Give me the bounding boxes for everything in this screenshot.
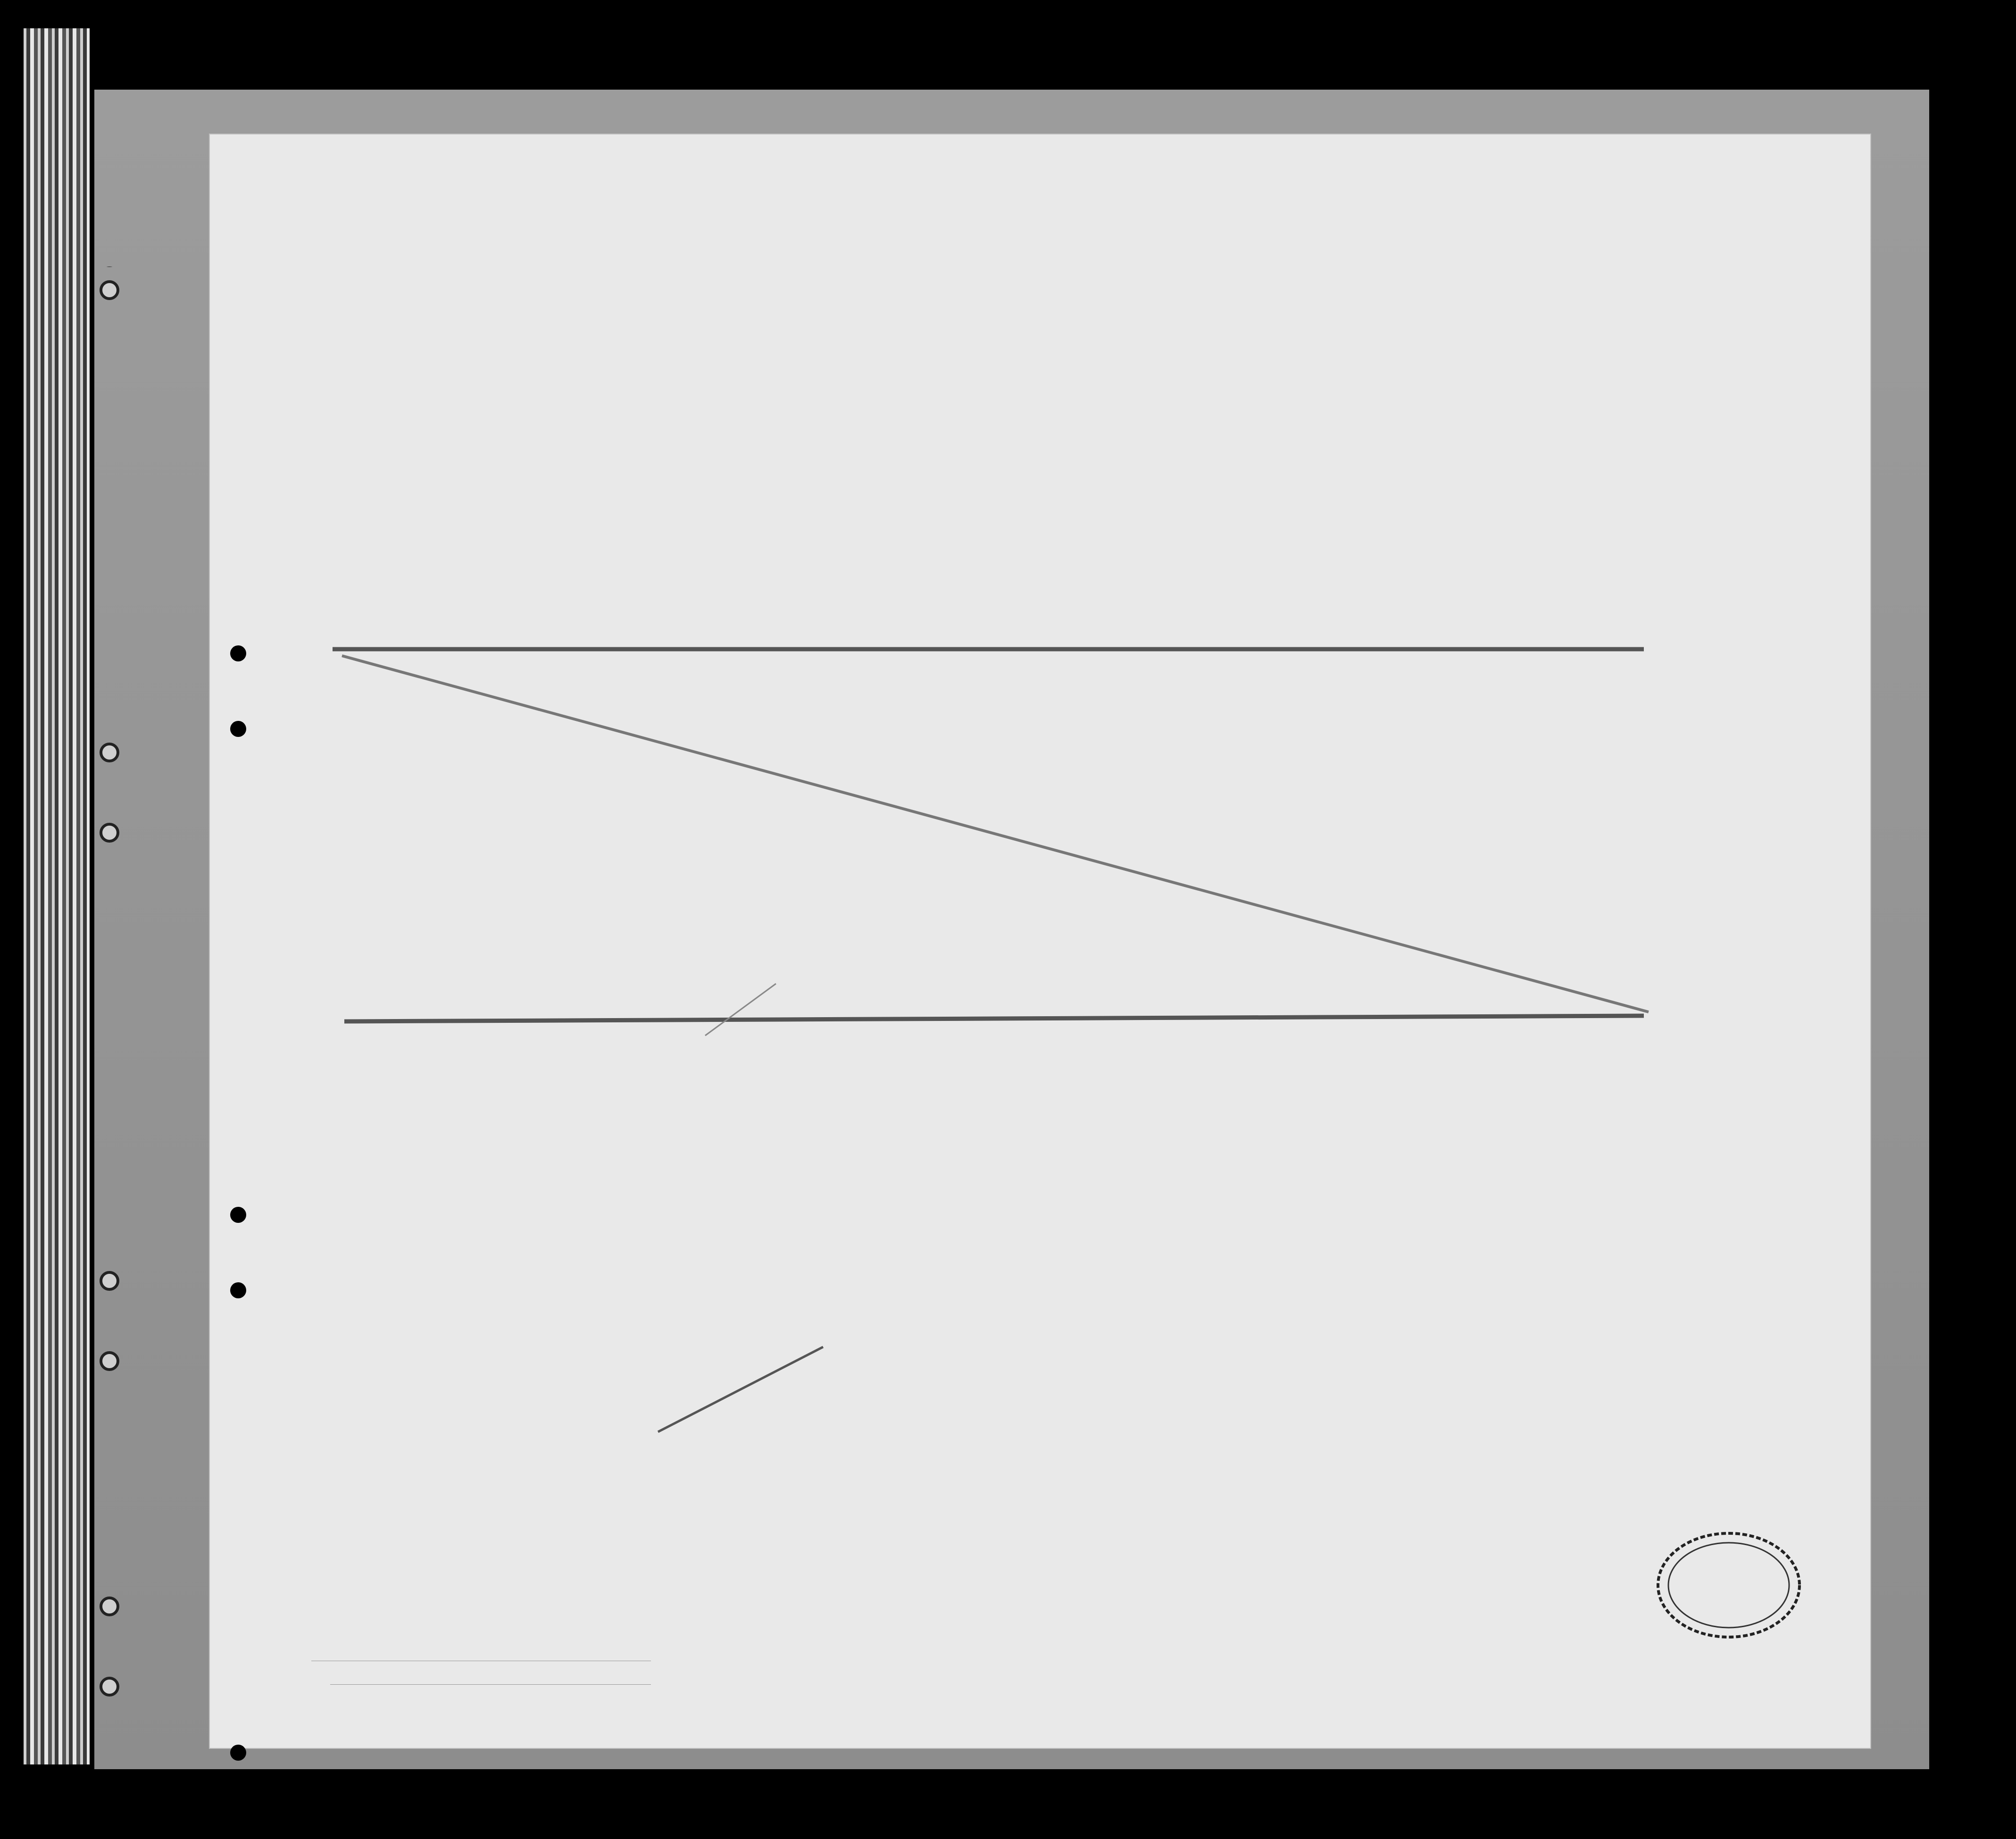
cancellation-strokes bbox=[210, 342, 1870, 1611]
stamp-place bbox=[1664, 1582, 1807, 1629]
pencil-tick bbox=[705, 984, 776, 1036]
punch-hole bbox=[101, 282, 118, 299]
punch-hole bbox=[101, 1678, 118, 1695]
punch-hole bbox=[101, 1353, 118, 1370]
punch-hole bbox=[101, 824, 118, 841]
punch-hole bbox=[101, 1272, 118, 1289]
punch-hole bbox=[230, 1745, 246, 1761]
strike-line bbox=[344, 1016, 1644, 1021]
punch-hole bbox=[101, 1598, 118, 1615]
manifest-sheet bbox=[210, 134, 1870, 1748]
binder-edge bbox=[24, 28, 90, 1764]
punch-holes bbox=[97, 267, 191, 1729]
crew-table bbox=[210, 342, 1870, 1611]
voyage-line bbox=[408, 297, 1823, 326]
strike-diagonal bbox=[342, 656, 1649, 1012]
stamp-date bbox=[1654, 1553, 1798, 1600]
owners-rule bbox=[330, 1684, 651, 1685]
office-stamp bbox=[1653, 1529, 1804, 1642]
pencil-tick bbox=[658, 1347, 823, 1432]
punch-hole bbox=[101, 744, 118, 761]
